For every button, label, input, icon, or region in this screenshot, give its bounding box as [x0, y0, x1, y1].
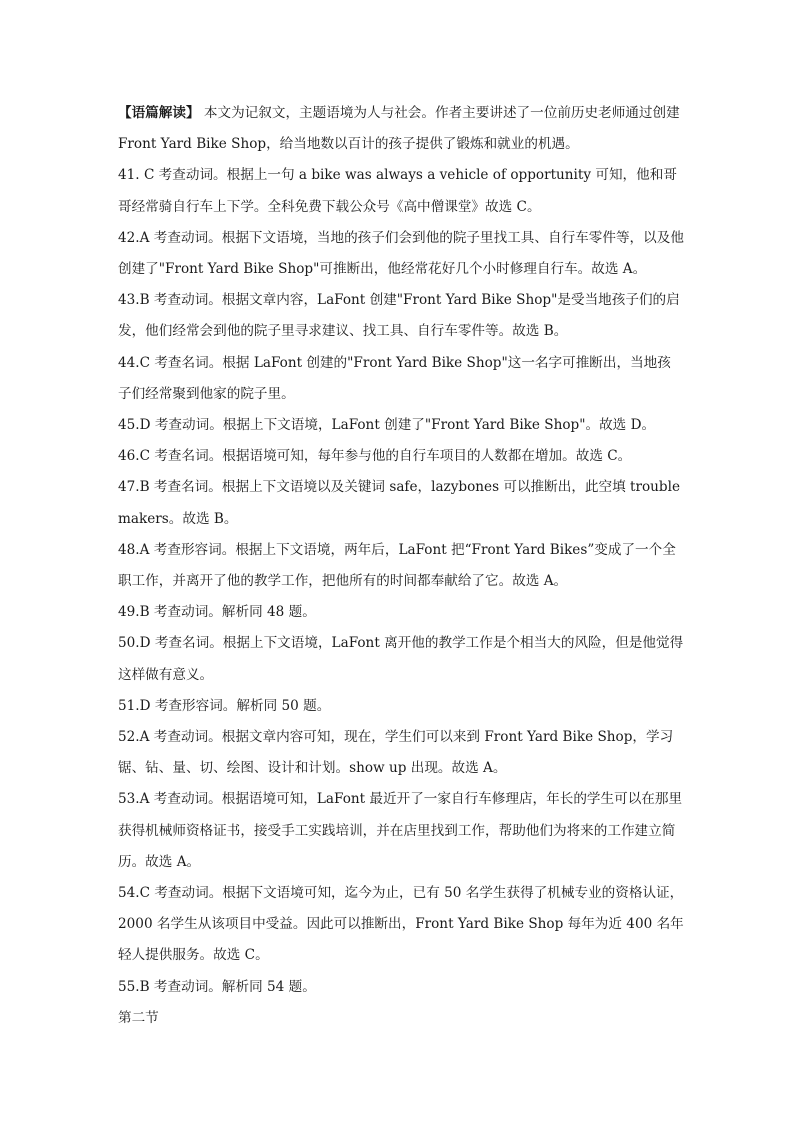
answer-55: 55.B 考查动词。解析同 54 题。 [118, 978, 316, 995]
intro-tag: 【语篇解读】 [118, 105, 200, 121]
answer-47: 47.B 考查名词。根据上下文语境以及关键词 safe，lazybones 可以推断出，此空填 troublemakers。故选 B。 [118, 479, 681, 527]
answer-43: 43.B 考查动词。根据文章内容，LaFont 创建"Front Yard Bike Shop"是受当地孩子们的启发，他们经常会到他的院子里寻求建议、找工具、自行车零件等。故选 B。 [118, 292, 680, 340]
answer-54: 54.C 考查动词。根据下文语境可知，迄今为止，已有 50 名学生获得了机械专业的资格认证，2000 名学生从该项目中受益。因此可以推断出，Front Yard Bike Shop 每年为近 400 名年轻人提供服务。故选 C。 [118, 885, 684, 964]
answer-50: 50.D 考查名词。根据上下文语境，LaFont 离开他的教学工作是个相当大的风险，但是他觉得这样做有意义。 [118, 635, 684, 683]
intro-text: 本文为记叙文，主题语境为人与社会。作者主要讲述了一位前历史老师通过创建 Front Yard Bike Shop，给当地数以百计的孩子提供了锻炼和就业的机遇。 [118, 105, 680, 153]
answer-49: 49.B 考查动词。解析同 48 题。 [118, 604, 316, 621]
answer-46: 46.C 考查名词。根据语境可知，每年参与他的自行车项目的人数都在增加。故选 C。 [118, 448, 632, 465]
intro-paragraph [118, 98, 684, 160]
answer-41: 41. C 考查动词。根据上一句 a bike was always a vehicle of opportunity 可知，他和哥哥经常骑自行车上下学。全科免费下载公众号《高中僧课堂》故选 C。 [118, 167, 677, 215]
answer-42: 42.A 考查动词。根据下文语境，当地的孩子们会到他的院子里找工具、自行车零件等，以及他创建了"Front Yard Bike Shop"可推断出，他经常花好几个小时修理自行车。故选 A。 [118, 229, 684, 278]
section-title: 第二节 [118, 1009, 159, 1026]
answer-53: 53.A 考查动词。根据语境可知，LaFont 最近开了一家自行车修理店，年长的学生可以在那里获得机械师资格证书，接受手工实践培训，并在店里找到工作，帮助他们为将来的工作建立简历。故选 A。 [118, 791, 683, 870]
answer-45: 45.D 考查动词。根据上下文语境，LaFont 创建了"Front Yard Bike Shop"。故选 D。 [118, 417, 656, 434]
document-page [118, 98, 684, 1034]
answer-52: 52.A 考查动词。根据文章内容可知，现在，学生们可以来到 Front Yard Bike Shop，学习锯、钻、量、切、绘图、设计和计划。show up 出现。故选 A。 [118, 729, 674, 777]
answer-44: 44.C 考查名词。根据 LaFont 创建的"Front Yard Bike Shop"这一名字可推断出，当地孩子们经常聚到他家的院子里。 [118, 354, 671, 402]
answer-48: 48.A 考查形容词。根据上下文语境，两年后，LaFont 把“Front Yard Bikes”变成了一个全职工作，并离开了他的教学工作，把他所有的时间都奉献给了它。故选 A。 [118, 541, 676, 590]
answer-51: 51.D 考查形容词。解析同 50 题。 [118, 697, 331, 714]
